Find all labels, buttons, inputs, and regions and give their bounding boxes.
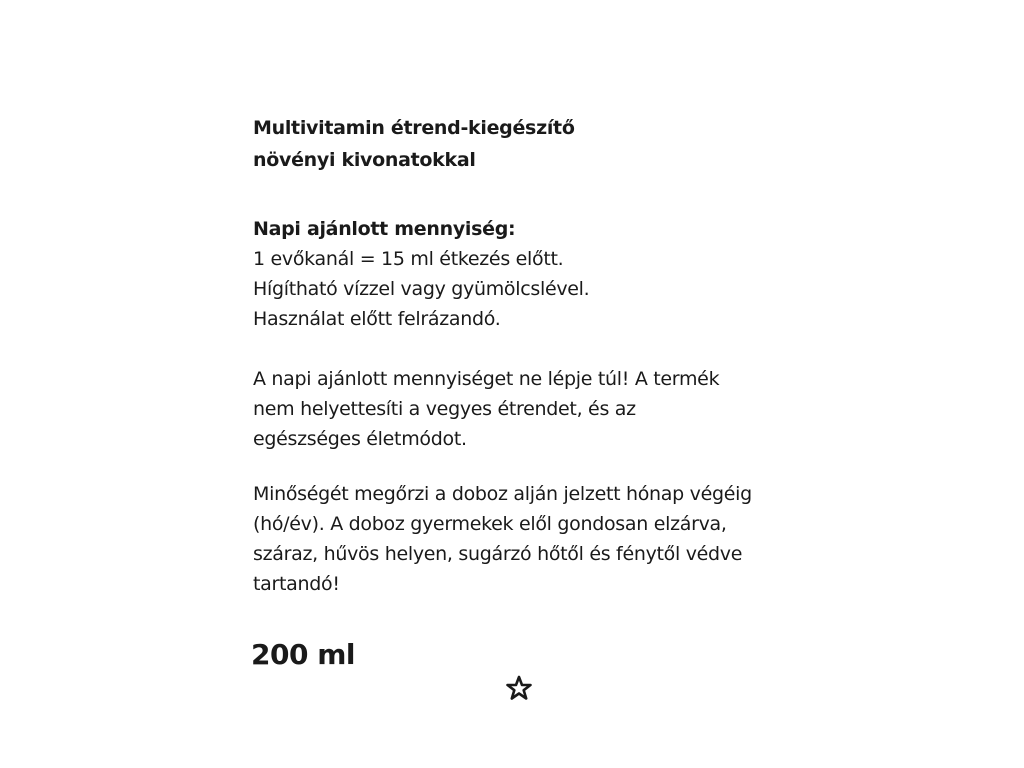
storage-section xyxy=(253,479,833,599)
storage-line: (hó/év). A doboz gyermekek elől gondosan elzárva, xyxy=(253,513,727,535)
product-title xyxy=(253,112,813,176)
warning-line: A napi ajánlott mennyiséget ne lépje túl! A termék xyxy=(253,368,720,390)
product-title-line: növényi kivonatokkal xyxy=(253,149,476,171)
storage-line: száraz, hűvös helyen, sugárzó hőtől és fénytől védve xyxy=(253,543,743,565)
volume-label: 200 ml xyxy=(251,638,355,671)
warning-line: nem helyettesíti a vegyes étrendet, és az xyxy=(253,398,636,420)
warning-section xyxy=(253,364,833,454)
storage-line: tartandó! xyxy=(253,573,340,595)
usage-heading: Napi ajánlott mennyiség: xyxy=(253,218,516,240)
usage-section xyxy=(253,214,813,334)
usage-line: Hígítható vízzel vagy gyümölcslével. xyxy=(253,278,590,300)
star-outline-icon xyxy=(505,674,533,702)
product-title-line: Multivitamin étrend-kiegészítő xyxy=(253,117,575,139)
storage-line: Minőségét megőrzi a doboz alján jelzett hónap végéig xyxy=(253,483,752,505)
product-label xyxy=(253,112,813,334)
usage-line: Használat előtt felrázandó. xyxy=(253,308,501,330)
usage-line: 1 evőkanál = 15 ml étkezés előtt. xyxy=(253,248,564,270)
warning-line: egészséges életmódot. xyxy=(253,428,467,450)
